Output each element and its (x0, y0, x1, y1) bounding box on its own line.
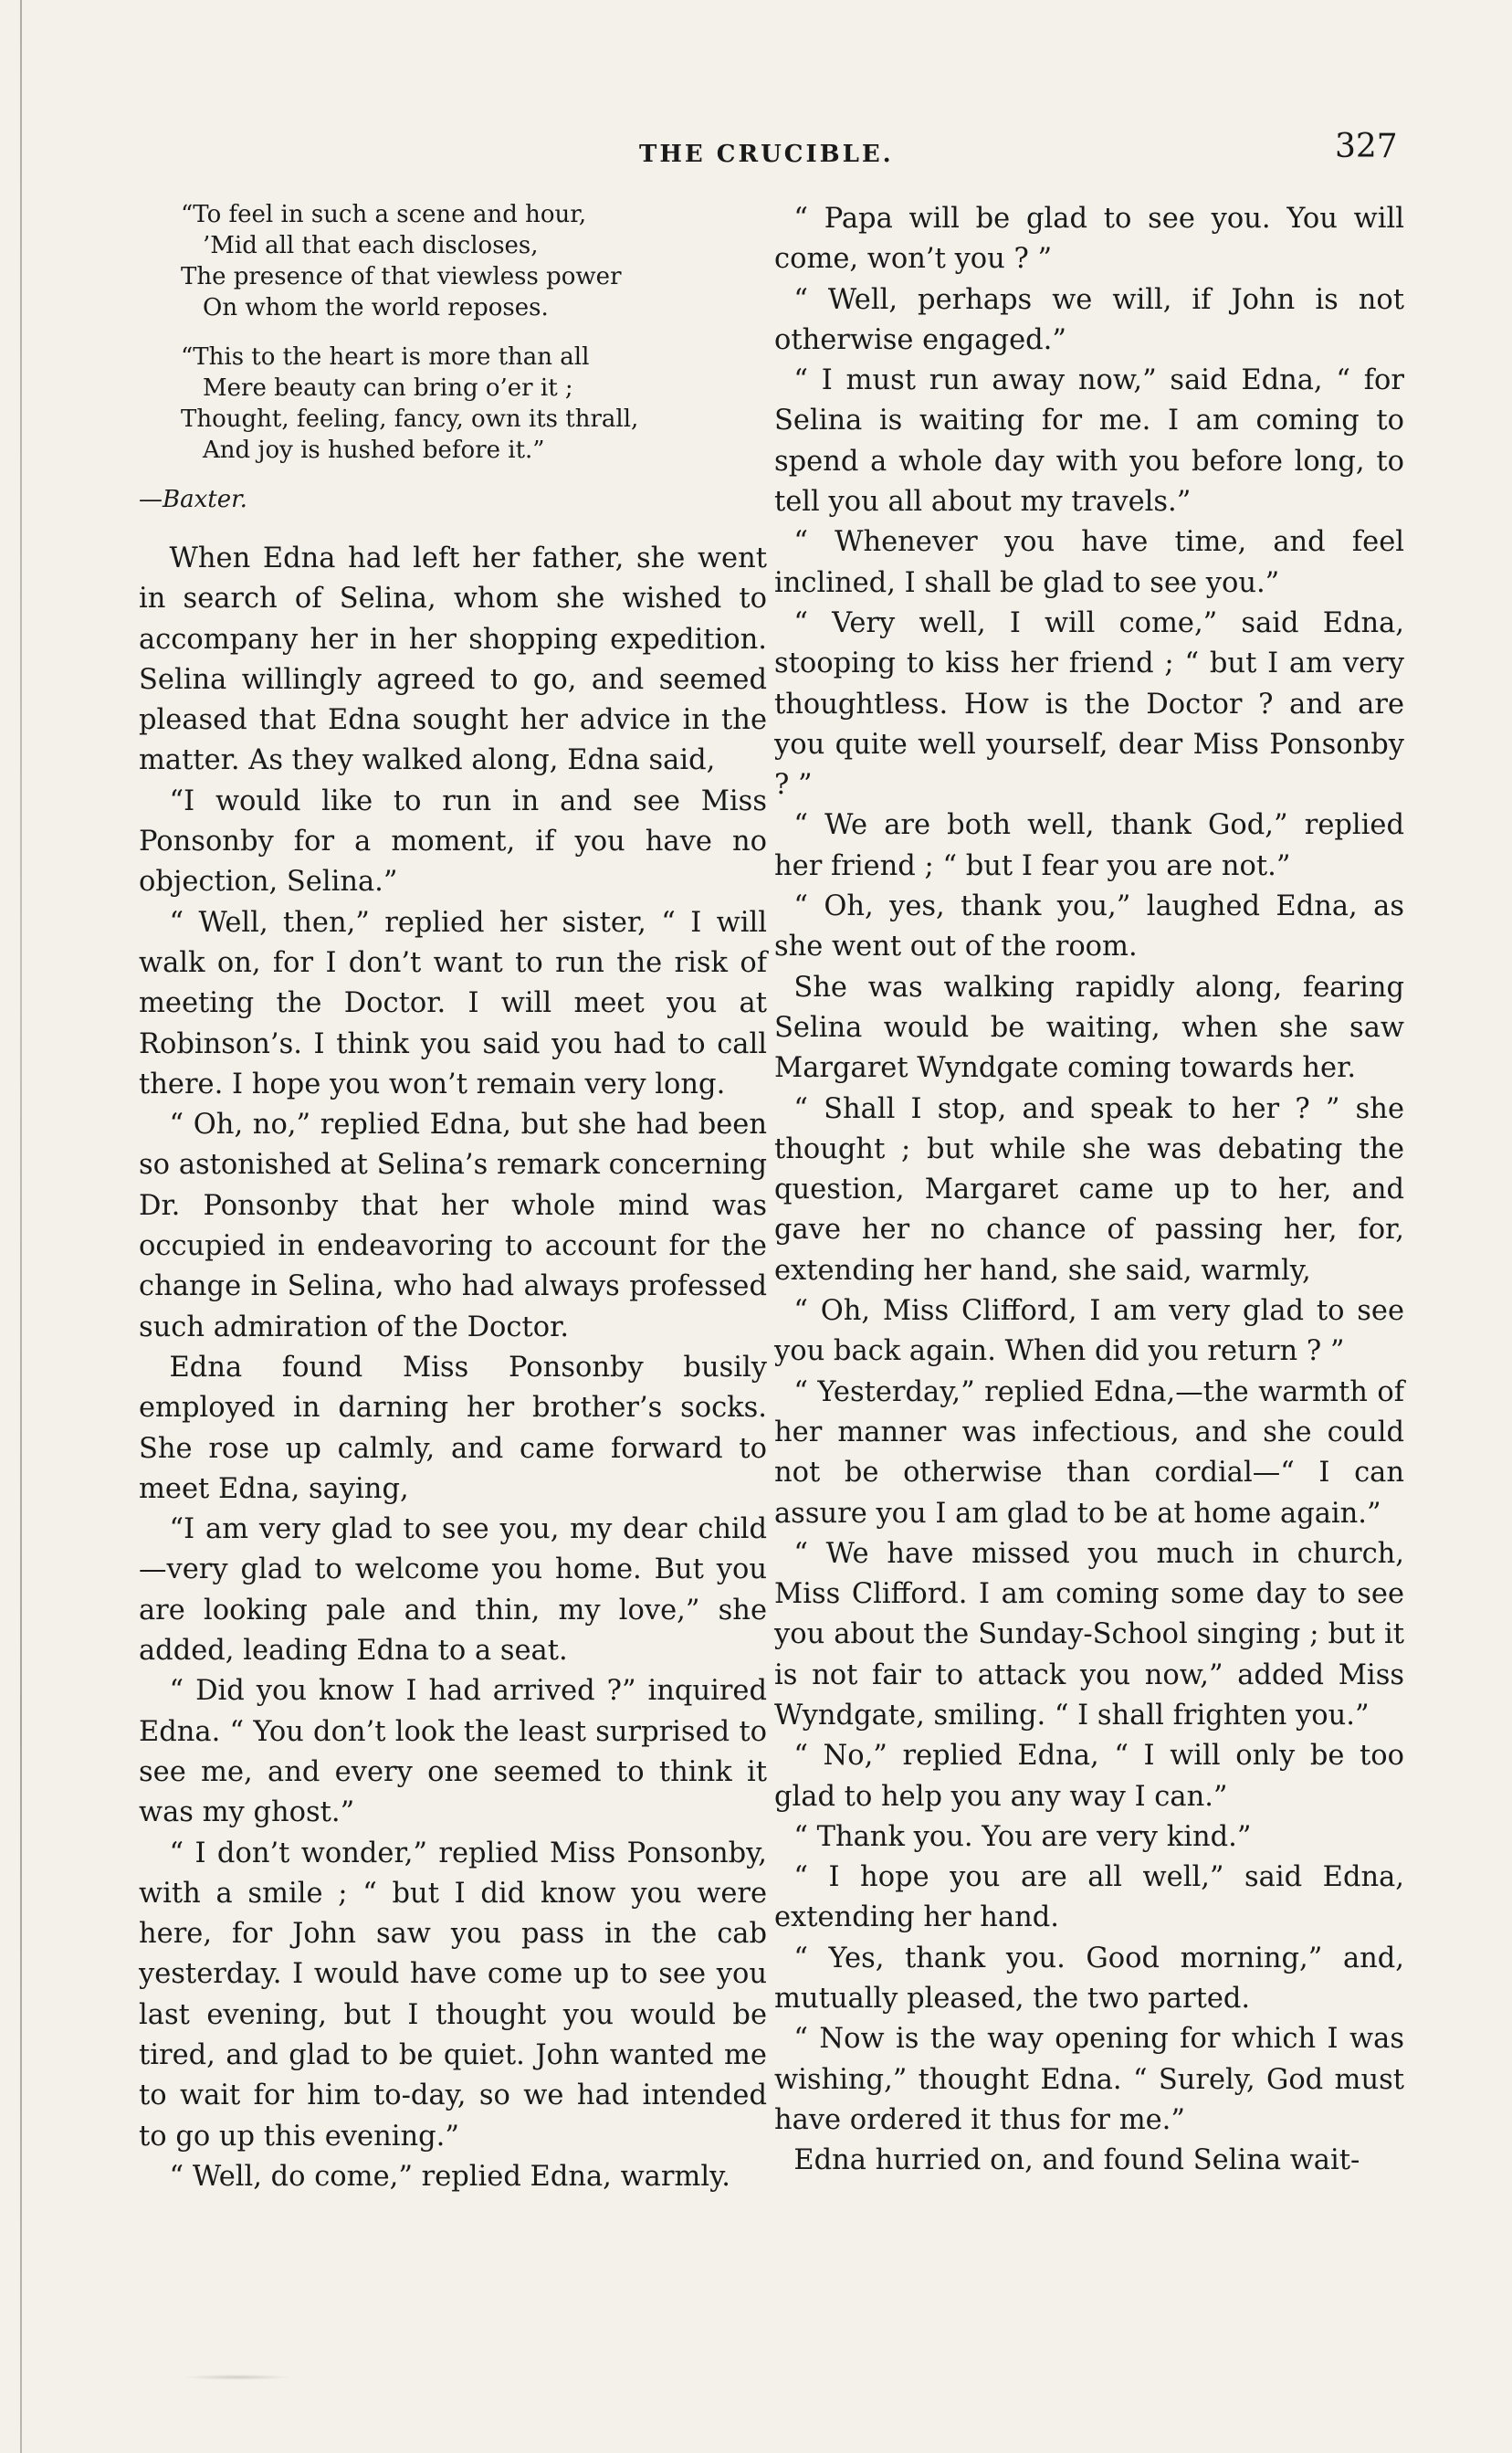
poem-stanza (139, 342, 767, 466)
poem-line: “This to the heart is more than all (181, 343, 590, 371)
poem-line: And joy is hushed before it.” (203, 437, 545, 464)
paragraph: “ Well, do come,” replied Edna, warmly. (169, 2160, 730, 2193)
paragraph: “ I hope you are all well,” said Edna, extending her hand. (774, 1861, 1404, 1934)
poem-line: ’Mid all that each discloses, (203, 232, 539, 259)
paragraph: “ Yesterday,” replied Edna,—the warmth of her manner was infectious, and she could not be otherwise than cordial—“ I can assure you I am glad to be at home again.” (774, 1375, 1404, 1530)
paragraph: “ Yes, thank you. Good morning,” and, mutually pleased, the two parted. (774, 1942, 1404, 2016)
paragraph: Edna found Miss Ponsonby busily employed in darning her brother’s socks. She rose up calmly, and came forward to meet Edna, saying, (139, 1351, 767, 1505)
poem-epigraph (139, 199, 767, 515)
paragraph: “ Oh, yes, thank you,” laughed Edna, as she went out of the room. (774, 890, 1404, 963)
paragraph: “ Now is the way opening for which I was wishing,” thought Edna. “ Surely, God must have ordered it thus for me.” (774, 2023, 1404, 2136)
poem-stanza (139, 199, 767, 323)
right-column (774, 199, 1404, 2182)
poem-line: “To feel in such a scene and hour, (181, 201, 587, 228)
paragraph: “ Very well, I will come,” said Edna, stooping to kiss her friend ; “ but I am very thoughtless. How is the Doctor ? and are you quite well yourself, dear Miss Ponsonby ? ” (774, 606, 1404, 802)
print-smudge (183, 2374, 292, 2380)
poem-line: On whom the world reposes. (203, 294, 549, 321)
paragraph: “ Whenever you have time, and feel inclined, I shall be glad to see you.” (774, 526, 1404, 599)
paragraph: When Edna had left her father, she went in search of Selina, whom she wished to accompany her in her shopping expedition. Selina willingly agreed to go, and seemed pleased that Edna sought her advice in the matter. As they walked along, Edna said, (139, 542, 767, 777)
paragraph: “ We have missed you much in church, Miss Clifford. I am coming some day to see you about the Sunday-School singing ; but it is not fair to attack you now,” added Miss Wyndgate, smiling. “ I shall frighten you.” (774, 1537, 1404, 1732)
paragraph: She was walking rapidly along, fearing Selina would be waiting, when she saw Margaret Wyndgate coming towards her. (774, 971, 1404, 1085)
paragraph: “ Oh, Miss Clifford, I am very glad to see you back again. When did you return ? ” (774, 1295, 1404, 1368)
paragraph: “ Did you know I had arrived ?” inquired Edna. “ You don’t look the least surprised to see me, and every one seemed to think it was my ghost.” (139, 1675, 767, 1829)
paragraph: “ No,” replied Edna, “ I will only be too glad to help you any way I can.” (774, 1740, 1404, 1813)
paragraph: Edna hurried on, and found Selina wait- (793, 2144, 1360, 2177)
running-title: THE CRUCIBLE. (639, 141, 894, 168)
paragraph: “ Well, perhaps we will, if John is not otherwise engaged.” (774, 283, 1404, 356)
poem-line: Thought, feeling, fancy, own its thrall, (181, 405, 639, 433)
left-column (139, 199, 767, 2197)
paragraph: “I would like to run in and see Miss Ponsonby for a moment, if you have no objection, Selina.” (139, 784, 767, 899)
paragraph: “ Well, then,” replied her sister, “ I will walk on, for I don’t want to run the risk of meeting the Doctor. I will meet you at Robinson’s. I think you said you had to call there. I hope you won’t remain very long. (139, 906, 767, 1100)
page-header (0, 128, 1512, 174)
paragraph: “ Shall I stop, and speak to her ? ” she thought ; but while she was debating the question, Margaret came up to her, and gave her no chance of passing her, for, extending her hand, she said, warmly, (774, 1092, 1404, 1287)
page-number: 327 (1335, 128, 1398, 165)
paragraph: “ Oh, no,” replied Edna, but she had been so astonished at Selina’s remark concerning Dr. Ponsonby that her whole mind was occupied in endeavoring to account for the change in Selina, who had always professed such admiration of the Doctor. (139, 1109, 767, 1343)
poem-line: Mere beauty can bring o’er it ; (203, 374, 573, 402)
paragraph: “I am very glad to see you, my dear child—very glad to welcome you home. But you are looking pale and thin, my love,” she added, leading Edna to a seat. (139, 1513, 767, 1668)
paragraph: “ Thank you. You are very kind.” (793, 1820, 1252, 1853)
poem-attribution: —Baxter. (139, 486, 247, 513)
poem-line: The presence of that viewless power (181, 263, 622, 290)
binding-edge (20, 0, 22, 2453)
paragraph: “ Papa will be glad to see you. You will come, won’t you ? ” (774, 203, 1404, 276)
paragraph: “ I don’t wonder,” replied Miss Ponsonby, with a smile ; “ but I did know you were here, for John saw you pass in the cab yesterday. I would have come up to see you last evening, but I thought you would be tired, and glad to be quiet. John wanted me to wait for him to-day, so we had intended to go up this evening.” (139, 1837, 767, 2153)
paragraph: “ I must run away now,” said Edna, “ for Selina is waiting for me. I am coming to spend a whole day with you before long, to tell you all about my travels.” (774, 364, 1404, 519)
paragraph: “ We are both well, thank God,” replied her friend ; “ but I fear you are not.” (774, 809, 1404, 882)
